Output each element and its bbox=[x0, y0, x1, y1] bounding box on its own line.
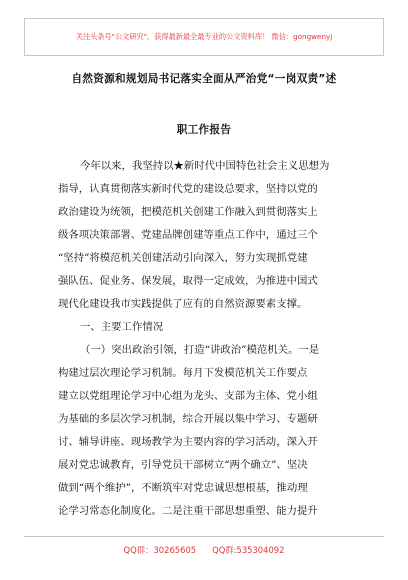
body-line: 级各项决策部署、党建品牌创建等重点工作中，通过三个 bbox=[58, 229, 318, 241]
body-line: 今年以来，我坚持以★新时代中国特色社会主义思想为 bbox=[80, 160, 330, 172]
promo-text: 关注头条号"公文研究"，获得最新最全最专业的公文资料库！ 微信：gongwenyj bbox=[75, 32, 333, 41]
document-title-line-1: 自然资源和规划局书记落实全面从严治党“一岗双责”述 bbox=[71, 73, 337, 85]
body-line: 指导，认真贯彻落实新时代党的建设总要求，坚持以党的 bbox=[58, 183, 318, 195]
promo-banner bbox=[24, 18, 384, 56]
body-line: “坚持”将模范机关创建活动引向深入，努力实现抓党建 bbox=[58, 252, 308, 264]
body-line: 政治建设为统领，把模范机关创建工作融入到贯彻落实上 bbox=[58, 206, 318, 218]
body-line: 构建过层次理论学习机制。每月下发模范机关工作要点 bbox=[58, 367, 308, 379]
qq-group-1: QQ群：30265605 bbox=[123, 545, 197, 555]
body-line: 论学习常态化制度化。二是注重干部思想重塑、能力提升 bbox=[58, 505, 318, 517]
footer-banner bbox=[24, 536, 384, 563]
body-line: 建立以党组理论学习中心组为龙头、支部为主体、党小组 bbox=[58, 390, 318, 402]
body-line: 展对党忠诚教育，引导党员干部树立“两个确立”、坚决 bbox=[58, 459, 308, 471]
body-line: 强队伍、促业务、保发展，取得一定成效，为推进中国式 bbox=[58, 275, 318, 287]
section-heading: 一、主要工作情况 bbox=[80, 321, 164, 333]
qq-group-2: QQ群:535304092 bbox=[212, 545, 285, 555]
document-title-line-2: 职工作报告 bbox=[176, 124, 232, 136]
body-line: （一）突出政治引领，打造“讲政治”模范机关。一是 bbox=[80, 344, 320, 356]
body-line: 做到“两个维护”，不断筑牢对党忠诚思想根基，推动理 bbox=[58, 482, 308, 494]
body-line: 讨、辅导讲座、现场教学为主要内容的学习活动，深入开 bbox=[58, 436, 318, 448]
body-line: 现代化建设我市实践提供了应有的自然资源要素支撑。 bbox=[58, 298, 308, 310]
body-line: 为基础的多层次学习机制，综合开展以集中学习、专题研 bbox=[58, 413, 318, 425]
